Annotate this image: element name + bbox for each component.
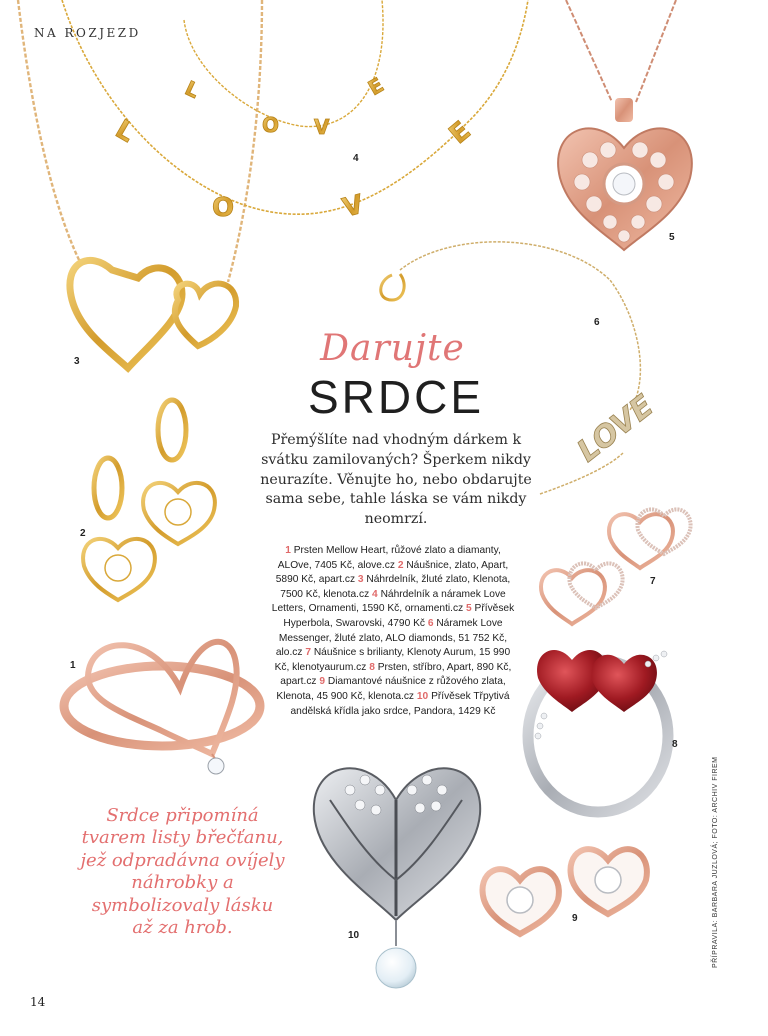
section-label: NA ROZJEZD xyxy=(34,26,141,40)
item-label: 6 xyxy=(594,317,600,328)
love-letter: E xyxy=(443,115,477,151)
page-title: SRDCE xyxy=(308,371,485,423)
photo-credit: PŘÍPRAVILA: BARBARA JUZLOVÁ; FOTO: ARCHIV FIREM xyxy=(712,756,719,968)
earrings-7-interlocking-hearts xyxy=(541,509,691,624)
credit-text: Náušnice s brilianty, Klenoty Aurum, 15 990 Kč, klenotyaurum.cz xyxy=(274,647,511,673)
pull-quote: Srdce připomíná tvarem listy břečťanu, jež odpradávna ovíjely náhrobky a symbolizovaly lásku až za hrob. xyxy=(80,805,285,939)
item-label: 2 xyxy=(80,528,86,539)
credit-text: Přívěsek Třpytivá andělská křídla jako srdce, Pandora, 1429 Kč xyxy=(290,690,510,717)
credit-text: Náramek Love Messenger, žluté zlato, ALO diamonds, 51 752 Kč, alo.cz xyxy=(275,617,508,659)
item-label: 1 xyxy=(70,660,76,671)
credit-text: Náušnice, zlato, Apart, 5890 Kč, apart.cz xyxy=(275,559,509,586)
charm-10-angel-wings-heart xyxy=(314,768,480,988)
item-label: 5 xyxy=(669,232,675,243)
love-letter: O xyxy=(212,193,235,223)
love-letter: O xyxy=(262,113,280,137)
love-letter: V xyxy=(314,115,330,139)
credit-text: Náhrdelník a náramek Love Letters, Ornamenti, 1590 Kč, ornamenti.cz xyxy=(271,588,506,615)
title-script: Darujte xyxy=(320,328,465,369)
love-letter: L xyxy=(181,75,204,103)
credit-text: Náhrdelník, žluté zlato, Klenota, 7500 Kč, klenota.cz xyxy=(280,574,511,600)
love-letter: V xyxy=(339,189,367,224)
item-label: 3 xyxy=(74,356,80,367)
product-credits: 1 Prsten Mellow Heart, růžové zlato a diamanty, ALOve, 7405 Kč, alove.cz 2 Náušnice, zlato, Apart, 5890 Kč, apart.cz 3 Náhrdelník, žluté zlato, Klenota, 7500 Kč, klenota.cz 4 Náhrdelník a náramek Love Letters, Ornamenti, 1590 Kč, ornamenti.cz 5 Přívěsek Hyperbola, Swarovski, 4790 Kč 6 Náramek Love Messenger, žluté zlato, ALO diamonds, 51 752 Kč, alo.cz 7 Náušnice s brilianty, Klenoty Aurum, 15 990 Kč, klenotyaurum.cz 8 Prsten, stříbro, Apart, 890 Kč, apart.cz 9 Diamantové náušnice z růžového zlata, Klenota, 45 900 Kč, klenota.cz 10 Přívěsek Třpytivá andělská křídla jako srdce, Pandora, 1429 Kč xyxy=(271,545,515,717)
ring-1-mellow-heart xyxy=(64,642,260,774)
lead-paragraph: Přemýšlíte nad vhodným dárkem k svátku zamilovaných? Šperkem nikdy neurazíte. Věnujte ho, nebo obdarujte sama sebe, tahle láska se vám nikdy neomrzí. xyxy=(260,432,532,528)
earrings-2-gold-hearts xyxy=(83,400,215,600)
item-label: 4 xyxy=(353,153,359,164)
necklace-3-interlocking-hearts xyxy=(18,0,262,368)
item-label: 8 xyxy=(672,739,678,750)
earrings-9-diamond-hearts xyxy=(483,849,647,934)
credit-text: Prsten Mellow Heart, růžové zlato a diamanty, ALOve, 7405 Kč, alove.cz xyxy=(277,545,501,571)
credit-text: Diamantové náušnice z růžového zlata, Klenota, 45 900 Kč, klenota.cz xyxy=(276,676,506,702)
item-label: 7 xyxy=(650,576,656,587)
bracelet-letters: LOVE xyxy=(570,388,661,470)
item-label: 9 xyxy=(572,913,578,924)
necklace-4-love-letters xyxy=(62,0,528,224)
item-label: 10 xyxy=(348,930,360,941)
page-number: 14 xyxy=(30,995,46,1009)
credit-text: Prsten, stříbro, Apart, 890 Kč, apart.cz xyxy=(280,661,512,688)
ring-8-garnet-hearts xyxy=(528,650,668,812)
love-letter: E xyxy=(363,72,388,101)
credit-text: Přívěsek Hyperbola, Swarovski, 4790 Kč xyxy=(283,603,515,629)
love-letter: L xyxy=(110,114,140,149)
pendant-5-hyperbola xyxy=(558,0,692,250)
